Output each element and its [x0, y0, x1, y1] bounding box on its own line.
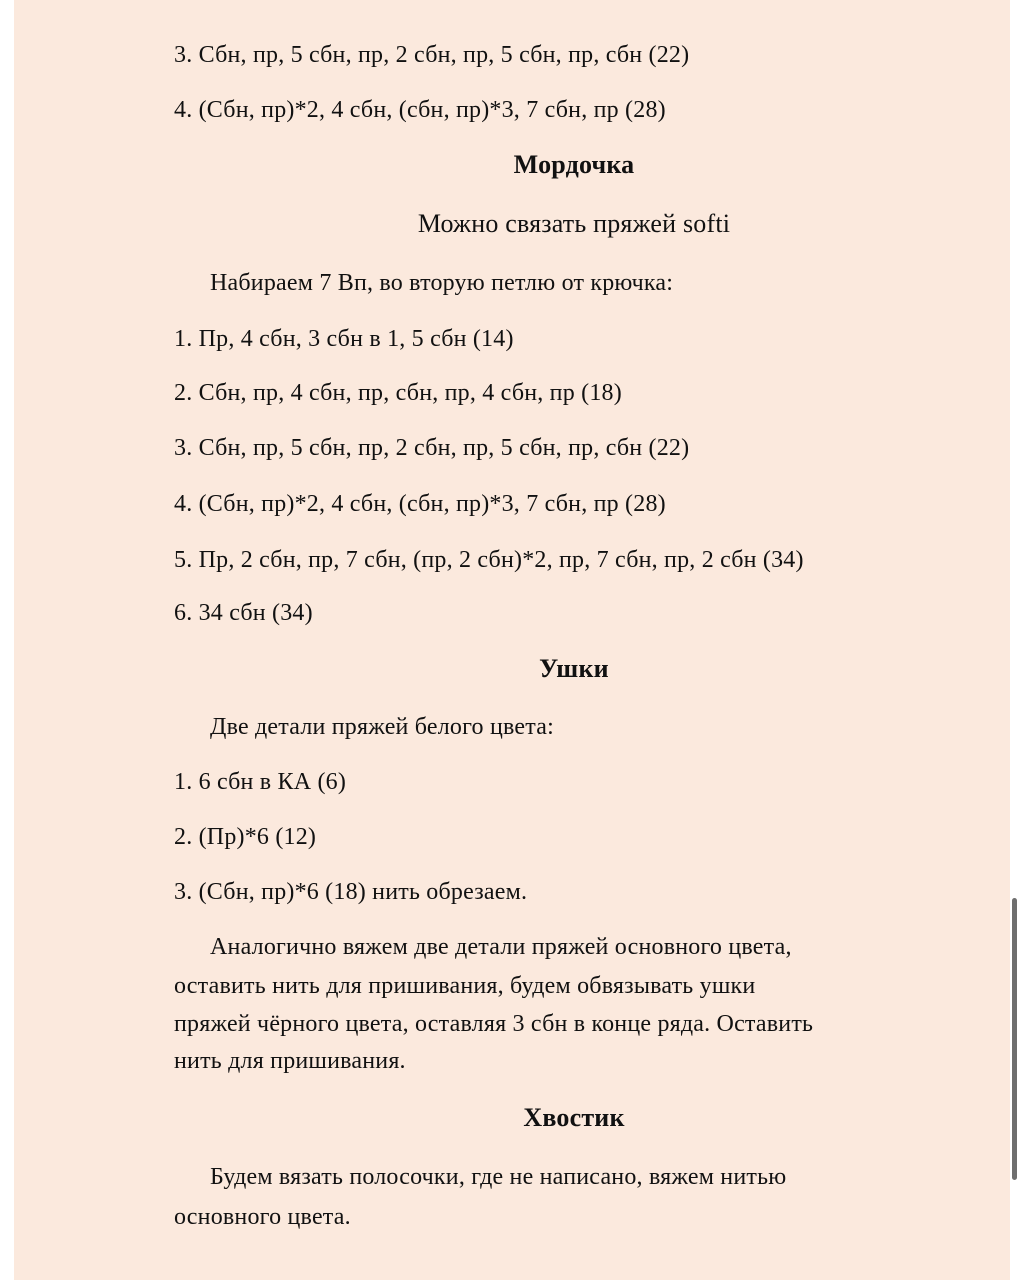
pattern-row: 3. Сбн, пр, 5 сбн, пр, 2 сбн, пр, 5 сбн, пр, сбн (22): [174, 435, 690, 461]
pattern-row: 2. Сбн, пр, 4 сбн, пр, сбн, пр, 4 сбн, пр (18): [174, 380, 622, 406]
paragraph-line: пряжей чёрного цвета, оставляя 3 сбн в конце ряда. Оставить: [174, 1011, 814, 1037]
pattern-row: 1. 6 сбн в КА (6): [174, 769, 347, 795]
pattern-row: 3. Сбн, пр, 5 сбн, пр, 2 сбн, пр, 5 сбн, пр, сбн (22): [174, 42, 690, 68]
document-page: [14, 0, 1010, 1280]
paragraph-line: нить для пришивания.: [174, 1048, 406, 1074]
pattern-row: 3. (Сбн, пр)*6 (18) нить обрезаем.: [174, 879, 528, 905]
section-subtitle: Можно связать пряжей softi: [417, 209, 731, 238]
section-title-khvostik: Хвостик: [523, 1103, 625, 1132]
section-title-mordochka: Мордочка: [513, 150, 635, 179]
paragraph-line: Будем вязать полосочки, где не написано, вяжем нитью: [210, 1164, 787, 1190]
paragraph-line: Аналогично вяжем две детали пряжей основного цвета,: [210, 934, 792, 960]
section-intro: Две детали пряжей белого цвета:: [210, 714, 554, 740]
pattern-row: 5. Пр, 2 сбн, пр, 7 сбн, (пр, 2 сбн)*2, пр, 7 сбн, пр, 2 сбн (34): [174, 547, 804, 573]
paragraph-line: основного цвета.: [174, 1204, 351, 1230]
pattern-row: 2. (Пр)*6 (12): [174, 824, 317, 850]
section-intro: Набираем 7 Вп, во вторую петлю от крючка:: [210, 270, 674, 296]
section-title-ushki: Ушки: [539, 654, 609, 683]
pattern-row: 6. 34 сбн (34): [174, 600, 313, 626]
pattern-row: 4. (Сбн, пр)*2, 4 сбн, (сбн, пр)*3, 7 сбн, пр (28): [174, 97, 666, 123]
scrollbar-thumb[interactable]: [1012, 898, 1017, 1180]
pattern-row: 4. (Сбн, пр)*2, 4 сбн, (сбн, пр)*3, 7 сбн, пр (28): [174, 491, 666, 517]
paragraph-line: оставить нить для пришивания, будем обвязывать ушки: [174, 973, 756, 999]
pattern-row: 1. Пр, 4 сбн, 3 сбн в 1, 5 сбн (14): [174, 326, 514, 352]
